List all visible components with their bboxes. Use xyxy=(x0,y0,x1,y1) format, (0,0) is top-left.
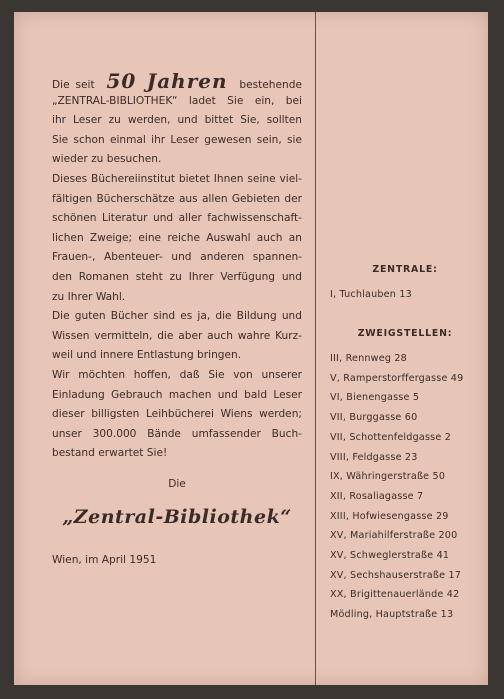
letter-line: ihr Leser zu werden, und bittet Sie, sollten xyxy=(52,114,302,127)
letter-line: Wissen vermitteln, die aber auch wahre Kurz- xyxy=(52,329,302,342)
letter-line: fältigen Bücherschätze aus allen Gebieten der xyxy=(52,192,302,205)
branch-address: Mödling, Hauptstraße 13 xyxy=(330,609,454,621)
die-text: Die xyxy=(168,477,186,490)
letter-body xyxy=(52,92,302,464)
letter-line: Wir möchten hoffen, daß Sie von unserer xyxy=(52,368,302,381)
letter-line: Einladung Gebrauch machen und bald Leser xyxy=(52,388,302,401)
branch-address: VIII, Feldgasse 23 xyxy=(330,451,418,463)
letter-line: dieser billigsten Leihbücherei Wiens werden; xyxy=(52,408,302,421)
letter-line: zu Ihrer Wahl. xyxy=(52,290,126,303)
flyer-page xyxy=(14,12,488,685)
letter-column xyxy=(52,69,302,566)
brand-name: „Zentral-Bibliothek“ xyxy=(62,505,292,528)
intro-text-end: bestehende xyxy=(239,79,302,91)
letter-line: Die guten Bücher sind es ja, die Bildung und xyxy=(52,310,302,323)
branch-address: IX, Währingerstraße 50 xyxy=(330,471,446,483)
zentrale-address: I, Tuchlauben 13 xyxy=(330,289,412,300)
branch-address: III, Rennweg 28 xyxy=(330,353,407,364)
branch-address: XIII, Hofwiesengasse 29 xyxy=(330,510,449,522)
branch-address: VII, Schottenfeldgasse 2 xyxy=(330,431,451,443)
letter-line-1 xyxy=(52,69,302,93)
letter-line: lichen Zweige; eine reiche Auswahl auch an xyxy=(52,231,302,244)
branch-address: XII, Rosaliagasse 7 xyxy=(330,490,424,502)
letter-date: Wien, im April 1951 xyxy=(52,553,157,566)
branch-address: XV, Sechshauserstraße 17 xyxy=(330,569,462,581)
branch-address: VII, Burggasse 60 xyxy=(330,412,418,424)
letter-line: Dieses Büchereiinstitut bietet Ihnen seine viel- xyxy=(52,172,302,185)
letter-line: „ZENTRAL-BIBLIOTHEK“ ladet Sie ein, bei xyxy=(52,94,302,107)
zentrale-heading: ZENTRALE: xyxy=(372,264,438,275)
intro-text: Die seit xyxy=(52,79,95,91)
branches-heading: ZWEIGSTELLEN: xyxy=(357,328,453,339)
letter-line: den Romanen steht zu Ihrer Verfügung und xyxy=(52,270,302,283)
branch-address: V, Ramperstorffergasse 49 xyxy=(330,372,464,384)
branch-address: VI, Bienengasse 5 xyxy=(330,392,420,404)
letter-line: unser 300.000 Bände umfassender Buch- xyxy=(52,427,302,440)
letter-line: Frauen-, Abenteuer- und anderen spannen- xyxy=(52,251,302,264)
letter-line: wieder zu besuchen. xyxy=(52,153,162,166)
branch-address: XX, Brigittenauerlände 42 xyxy=(330,589,460,601)
fifty-years-text: 50 Jahren xyxy=(106,69,228,93)
column-divider xyxy=(315,12,316,685)
letter-line: schönen Literatur und aller fachwissenschaft- xyxy=(52,212,302,225)
letter-line: Sie schon einmal ihr Leser gewesen sein, sie xyxy=(52,133,302,146)
branch-address: XV, Mariahilferstraße 200 xyxy=(330,530,458,542)
letter-line: bestand erwartet Sie! xyxy=(52,447,168,460)
letter-line: weil und innere Entlastung bringen. xyxy=(52,349,242,362)
branch-address: XV, Schweglerstraße 41 xyxy=(330,550,450,561)
